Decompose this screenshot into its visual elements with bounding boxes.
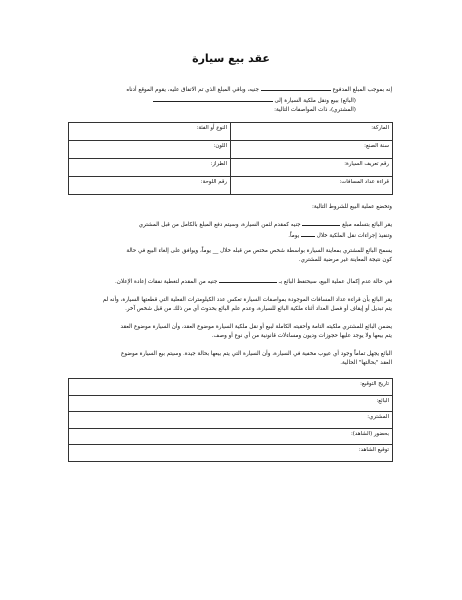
vehicle-row (69, 123, 393, 141)
vehicle-row (69, 177, 393, 195)
vehicle-cell-odometer: قراءة عداد المسافات: (231, 177, 393, 195)
signature-row (69, 412, 393, 429)
signature-date-cell[interactable]: تاريخ التوقيع: (69, 379, 393, 396)
intro-line-1-start: إنه بموجب المبلغ المدفوع (332, 87, 392, 93)
witness-signature-cell[interactable]: توقيع الشاهد: (69, 445, 393, 462)
buyer-name-blank (153, 95, 273, 102)
condition-3-end: جنيه من المقدم لتغطية نفقات إعادة الإعلان. (114, 279, 218, 285)
vehicle-cell-plate: رقم اللوحة: (69, 177, 231, 195)
condition-1-mid: جنيه كمقدم لثمن السيارة، وسيتم دفع المبلغ بالكامل من قبل المشتري (138, 222, 301, 228)
condition-6-line-1: البائع يجهل تماماً وجود أي عيوب مخفية في السيارة، وأن السيارة التي يتم بيعها بحالة جيدة. وسيتم بيع السيارة موضوع (121, 351, 392, 357)
vehicle-specs-table (68, 122, 393, 195)
seller-cell[interactable]: البائع: (69, 395, 393, 412)
buyer-cell[interactable]: المشتري: (69, 412, 393, 429)
condition-odometer (70, 296, 392, 314)
vehicle-row (69, 141, 393, 159)
condition-ownership (70, 323, 392, 341)
document-title: عقد بيع سيارة (192, 52, 270, 65)
conditions-heading: وتخضع عملية البيع للشروط التالية: (312, 204, 392, 210)
vehicle-cell-type: النوع أو الفئة: (69, 123, 231, 141)
retained-amount-blank (219, 276, 277, 283)
vehicle-row (69, 159, 393, 177)
condition-as-is (70, 350, 392, 368)
signature-row (69, 395, 393, 412)
witness-cell[interactable]: بحضور (الشاهد): (69, 428, 393, 445)
condition-1-start: يقر البائع بتسلمه مبلغ (342, 222, 392, 228)
condition-6-line-2: العقد "بحالتها" الحالية. (340, 360, 392, 366)
condition-1-transfer: وتنفيذ إجراءات نقل الملكية خلال (316, 233, 392, 239)
signature-row (69, 379, 393, 396)
intro-line-2 (70, 95, 356, 106)
intro-paragraph (70, 84, 392, 115)
condition-2-line-1: يسمح البائع للمشتري بمعاينة السيارة بواسطة شخص مختص من قبله خلال __ يوماً، ويوافق على إلغاء البيع في حالة (126, 248, 392, 254)
signature-table (68, 378, 393, 462)
vehicle-cell-model: الطراز: (69, 159, 231, 177)
condition-3-start: في حالة عدم إكمال عملية البيع، سيحتفظ البائع بـ (278, 279, 392, 285)
signature-row (69, 445, 393, 462)
condition-cancellation (70, 276, 392, 287)
down-payment-blank (302, 219, 340, 226)
condition-down-payment (70, 219, 392, 241)
signature-row (69, 428, 393, 445)
condition-1-line-1 (70, 219, 392, 230)
intro-line-3: (المشتري)، ذات المواصفات التالية: (274, 107, 356, 113)
vehicle-cell-vin: رقم تعريف السيارة: (231, 159, 393, 177)
vehicle-cell-color: اللون: (69, 141, 231, 159)
condition-1-line-2 (70, 230, 392, 241)
condition-4-line-1: يقر البائع بأن قراءة عداد المسافات الموجودة بمواصفات السيارة تعكس عدد الكيلومترات الفعلية التي قطعتها السيارة، وأنه لم (102, 297, 392, 303)
vehicle-cell-make: الماركة: (231, 123, 393, 141)
condition-1-days: يوماً. (288, 233, 300, 239)
intro-line-2-text: (البائع) ببيع ونقل ملكية السيارة إلى (274, 98, 356, 104)
condition-5-line-1: يضمن البائع للمشتري ملكيته التامة وأحقيته الكاملة لبيع أو نقل ملكية السيارة موضوع العقد، وأن السيارة موضوع العقد (120, 324, 392, 330)
condition-inspection (70, 247, 392, 265)
condition-2-line-2: كون نتيجة المعاينة غير مرضية للمشتري. (298, 257, 392, 263)
intro-line-1-end: جنيه، وباقي المبلغ الذي تم الاتفاق عليه، يقوم الموقع أدناه (126, 87, 260, 93)
transfer-days-blank (301, 230, 315, 237)
vehicle-cell-year: سنة الصنع: (231, 141, 393, 159)
condition-4-line-2: يتم تبديل أو إيقاف أو فصل العداد أثناء ملكية البائع للسيارة، وعدم علم البائع بحدوث أي من ذلك من قبل شخص آخر. (125, 306, 392, 312)
condition-5-line-2: يتم بيعها ولا يوجد عليها حجوزات وديون ومساءلات قانونية من أي نوع أو وصف. (211, 333, 392, 339)
intro-line-1 (70, 84, 392, 95)
amount-paid-blank (261, 84, 331, 91)
